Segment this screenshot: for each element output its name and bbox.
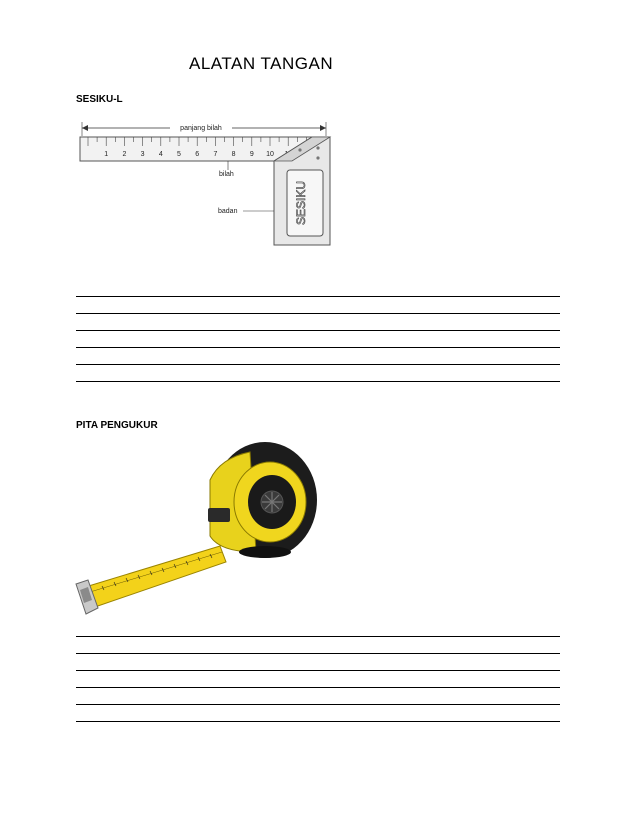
answer-line [76, 347, 560, 348]
answer-line [76, 670, 560, 671]
tape-blade [82, 546, 226, 608]
arrow-right-icon [320, 125, 326, 131]
ruler-number: 1 [104, 151, 109, 158]
answer-line [76, 330, 560, 331]
answer-line [76, 653, 560, 654]
lock-button [208, 508, 230, 522]
answer-line [76, 364, 560, 365]
ruler-number: 7 [213, 151, 218, 158]
ruler-number: 3 [140, 151, 145, 158]
answer-line [76, 381, 560, 382]
ruler-number: 8 [231, 151, 236, 158]
answer-line [76, 704, 560, 705]
answer-line [76, 636, 560, 637]
answer-line [76, 296, 560, 297]
answer-line [76, 721, 560, 722]
section-label-sesiku: SESIKU-L [76, 94, 123, 105]
ruler-number: 9 [249, 151, 254, 158]
brand-sesiku: SESIKU [294, 180, 308, 226]
tape-measure-illustration [70, 440, 320, 620]
ruler-number: 4 [158, 151, 163, 158]
section-label-pita-pengukur: PITA PENGUKUR [76, 420, 158, 431]
hub-icon [262, 492, 282, 512]
arrow-left-icon [82, 125, 88, 131]
label-panjang-bilah: panjang bilah [180, 125, 222, 132]
answer-line [76, 313, 560, 314]
ruler-number: 2 [122, 151, 127, 158]
label-badan: badan [218, 208, 238, 215]
ruler-number: 10 [266, 151, 274, 158]
answer-lines-sesiku [76, 296, 560, 398]
ruler-number: 6 [195, 151, 200, 158]
answer-line [76, 687, 560, 688]
try-square-illustration [78, 118, 338, 253]
ruler-number: 5 [177, 151, 181, 158]
page-title: ALATAN TANGAN [189, 54, 334, 73]
answer-lines-pita-pengukur [76, 636, 560, 738]
label-bilah: bilah [219, 171, 234, 178]
